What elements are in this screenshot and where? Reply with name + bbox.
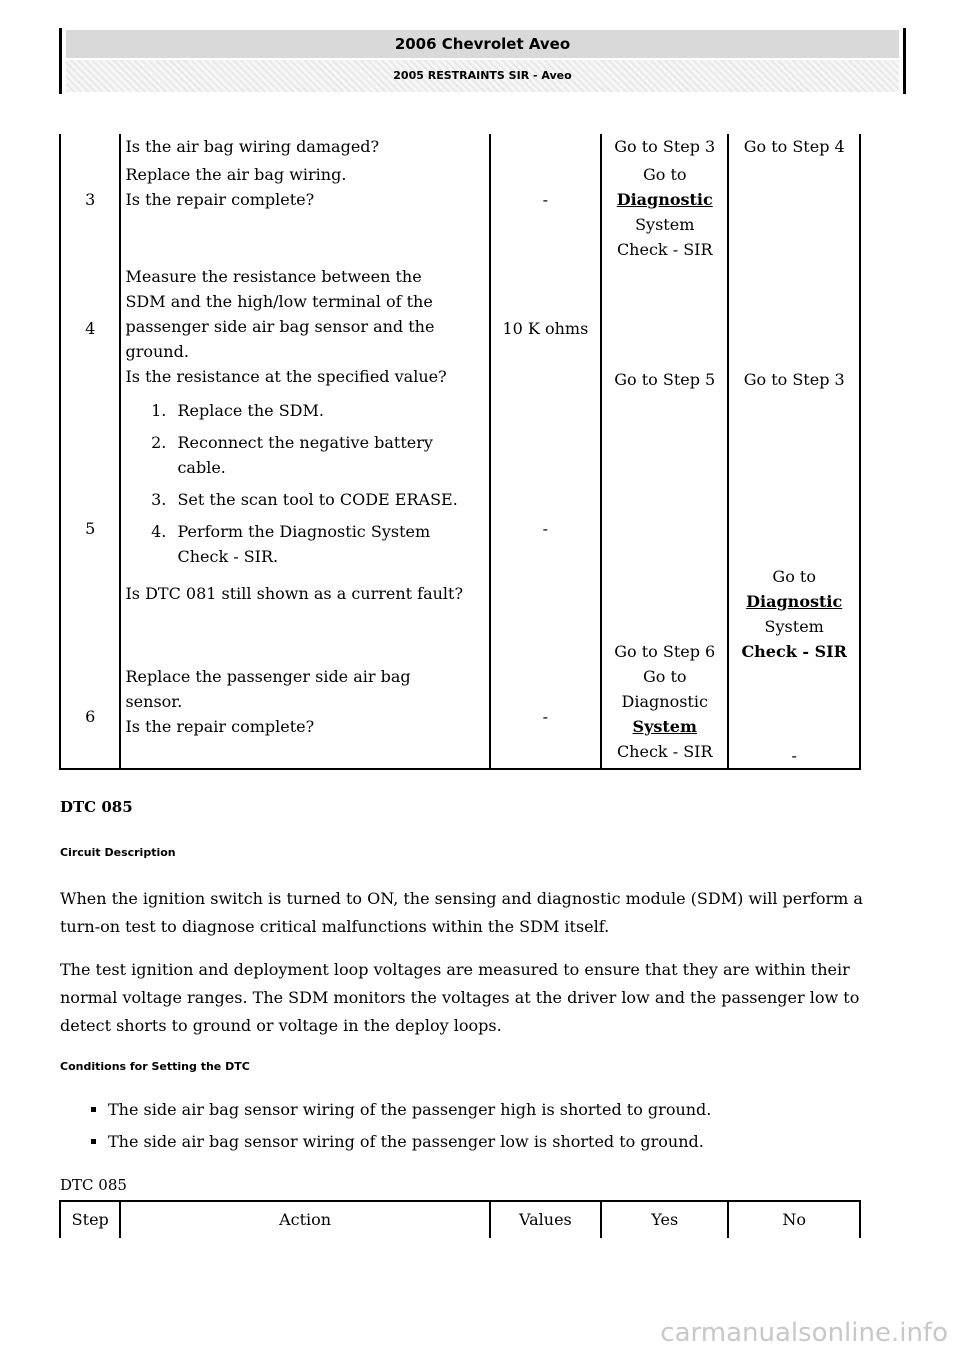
list-item: ▪ The side air bag sensor wiring of the passenger low is shorted to ground. <box>108 1126 928 1158</box>
value-cell: - <box>490 392 601 664</box>
yes-cell <box>601 134 728 264</box>
no-cell <box>728 264 860 392</box>
step-number: 4 <box>60 264 120 392</box>
table-row <box>60 134 860 264</box>
header-subtitle: 2005 RESTRAINTS SIR - Aveo <box>66 60 899 92</box>
link-text: Check - SIR <box>741 642 847 661</box>
circuit-description-paragraph: The test ignition and deployment loop voltages are measured to ensure that they are within their normal voltage ranges. The SDM monitors the voltages at the driver low and the passenger low to detect shorts to ground or voltage in the deploy loops. <box>60 960 860 1035</box>
action-line: Is the air bag wiring damaged? <box>125 137 380 156</box>
action-question: Is DTC 081 still shown as a current fault? <box>125 584 464 603</box>
table-row <box>60 664 860 769</box>
column-header: Values <box>490 1201 601 1238</box>
table-row <box>60 264 860 392</box>
link-text: System <box>764 617 824 636</box>
page-header <box>59 28 906 94</box>
link-text: Go to <box>642 667 687 686</box>
action-line: Replace the passenger side air bag <box>125 667 411 686</box>
list-item: 1. Replace the SDM. <box>171 398 484 423</box>
value-cell: 10 K ohms <box>490 264 601 392</box>
step-number: 6 <box>60 664 120 769</box>
action-line: SDM and the high/low terminal of the <box>125 292 433 311</box>
action-line: sensor. <box>125 692 183 711</box>
yes-cell <box>601 264 728 392</box>
action-line: passenger side air bag sensor and the <box>125 317 435 336</box>
column-header: Yes <box>601 1201 728 1238</box>
diagnostic-table-dtc-081 <box>59 134 861 770</box>
header-title: 2006 Chevrolet Aveo <box>66 30 899 58</box>
action-line: Is the repair complete? <box>125 717 315 736</box>
step-number: 3 <box>60 134 120 264</box>
no-goto-step[interactable]: Go to Step 4 <box>743 137 845 156</box>
table-title: DTC 085 <box>60 1176 127 1194</box>
value-cell: - <box>490 134 601 264</box>
circuit-description-paragraph: When the ignition switch is turned to ON, the sensing and diagnostic module (SDM) will perform a turn-on test to diagnose critical malfunctions within the SDM itself. <box>60 889 863 936</box>
link-text: Go to <box>772 567 816 586</box>
link-text: Check - SIR <box>616 742 713 761</box>
yes-goto-step[interactable]: Go to Step 3 <box>614 137 716 156</box>
link-text: Check - SIR <box>616 240 713 259</box>
diagnostic-link[interactable]: Diagnostic <box>616 190 713 209</box>
dtc-title: DTC 085 <box>60 798 133 816</box>
list-item: 3. Set the scan tool to CODE ERASE. <box>171 487 484 512</box>
no-cell: - <box>728 664 860 769</box>
yes-cell <box>601 392 728 664</box>
system-link[interactable]: System <box>632 717 697 736</box>
step-number: 5 <box>60 392 120 664</box>
yes-goto-step[interactable]: Go to Step 6 <box>614 642 716 661</box>
no-cell <box>728 392 860 664</box>
action-list <box>125 398 484 569</box>
diagnostic-table-dtc-085 <box>59 1200 861 1238</box>
watermark: carmanualsonline.info <box>660 1318 948 1348</box>
conditions-list <box>60 1094 928 1158</box>
circuit-description-heading: Circuit Description <box>60 846 176 859</box>
action-line: Replace the air bag wiring. <box>125 165 347 184</box>
list-item: ▪ The side air bag sensor wiring of the passenger high is shorted to ground. <box>108 1094 928 1126</box>
no-goto-step[interactable]: Go to Step 3 <box>743 370 845 389</box>
action-cell <box>120 392 489 664</box>
action-cell <box>120 134 489 264</box>
value-cell: - <box>490 664 601 769</box>
diagnostic-link[interactable]: Diagnostic <box>746 592 843 611</box>
link-text: Diagnostic <box>621 692 708 711</box>
yes-goto-step[interactable]: Go to Step 5 <box>614 370 716 389</box>
list-item: 4. Perform the Diagnostic System Check - SIR. <box>171 519 484 569</box>
action-line: Is the repair complete? <box>125 190 315 209</box>
action-line: Measure the resistance between the <box>125 267 422 286</box>
no-cell <box>728 134 860 264</box>
action-line: Is the resistance at the specified value? <box>125 367 447 386</box>
conditions-heading: Conditions for Setting the DTC <box>60 1060 250 1073</box>
action-cell <box>120 264 489 392</box>
column-header: No <box>728 1201 860 1238</box>
action-cell <box>120 664 489 769</box>
column-header: Step <box>60 1201 120 1238</box>
link-text: System <box>635 215 695 234</box>
table-row <box>60 392 860 664</box>
table-header-row <box>60 1201 860 1238</box>
yes-cell <box>601 664 728 769</box>
list-item: 2. Reconnect the negative battery cable. <box>171 430 484 480</box>
link-text: Go to <box>642 165 687 184</box>
action-line: ground. <box>125 342 189 361</box>
column-header: Action <box>120 1201 489 1238</box>
